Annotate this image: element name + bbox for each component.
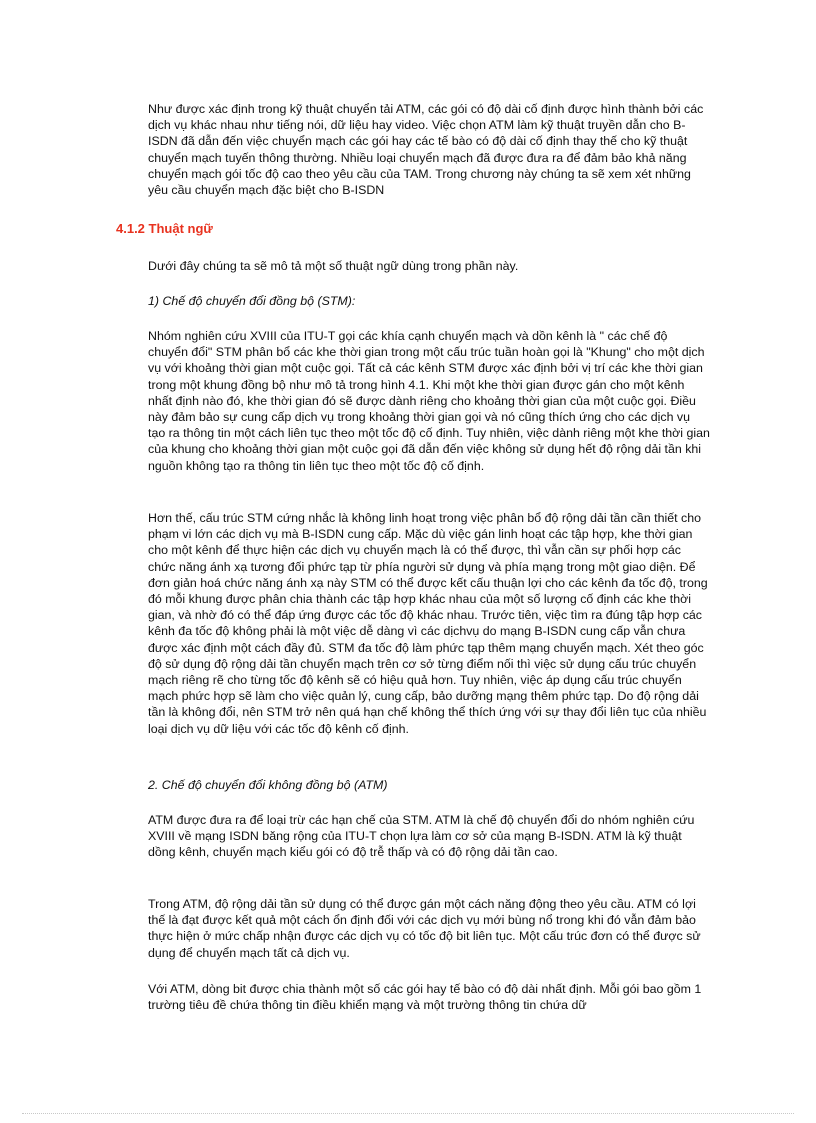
stm-paragraph-2: Hơn thế, cấu trúc STM cứng nhắc là không linh hoạt trong việc phân bổ độ rộng dải tần cần thiết cho phạm vi lớn các dịch vụ mà B-ISDN cung cấp. Mặc dù việc gán linh hoạt các tập hợp, khe thời gian cho một kênh để thực hiện các dịch vụ chuyển mạch là có thể được, thì vẫn cần sự phối hợp các chức năng ánh xạ tương đối phức tạp từ phía người sử dụng và phía mạng trong một giao diện. Để đơn giản hoá chức năng ánh xạ này STM có thể được kết cấu thuận lợi cho các kênh đa tốc độ, trong đó mỗi khung được phân chia thành các tập hợp khác nhau của một số lượng cố định các khe thời gian, và nhờ đó có thể đáp ứng được các tốc độ khác nhau. Trước tiên, việc tìm ra đúng tập hợp các kênh đa tốc độ không phải là một việc dễ dàng vì các dịchvụ do mạng B-ISDN cung cấp vẫn chưa được xác định một cách đầy đủ. STM đa tốc độ làm phức tạp thêm mạng chuyển mạch. Xét theo góc độ sử dụng độ rộng dải tần chuyển mạch trên cơ sở từng điểm nối thì việc sử dụng cấu trúc chuyển mạch riêng rẽ cho từng tốc độ kênh sẽ có hiệu quả hơn. Tuy nhiên, việc áp dụng cấu trúc chuyển mạch phức hợp sẽ làm cho việc quản lý, cung cấp, bảo dưỡng mạng thêm phức tạp. Do độ rộng dải tần là không đổi, nên STM trở nên quá hạn chế không thể thích ứng với sự thay đổi liên tục của nhiều loại dịch vụ dữ liệu với các tốc độ kênh cố định. — [148, 511, 708, 736]
atm-paragraph-3: Với ATM, dòng bit được chia thành một số các gói hay tế bào có độ dài nhất định. Mỗi gói bao gồm 1 trường tiêu đề chứa thông tin điều khiển mạng và một trường thông tin chứa dữ — [148, 982, 702, 1013]
atm-paragraph-1: ATM được đưa ra để loại trừ các hạn chế của STM. ATM là chế độ chuyển đổi do nhóm nghiên cứu XVIII về mạng ISDN băng rộng của ITU-T chọn lựa làm cơ sở của mạng B-ISDN. ATM là kỹ thuật dồng kênh, chuyển mạch kiểu gói có độ trễ thấp và có độ rộng dải tần cao. — [148, 813, 695, 860]
intro-paragraph: Như được xác định trong kỹ thuật chuyển tải ATM, các gói có độ dài cố định được hình thành bởi các dịch vụ khác nhau như tiếng nói, dữ liệu hay video. Việc chọn ATM làm kỹ thuật truyền dẫn cho B-ISDN đã dẫn đến việc chuyển mạch các gói hay các tế bào có độ dài cố định thay thế cho kỹ thuật chuyển mạch tuyến thông thường. Nhiều loại chuyển mạch đã được đưa ra để đảm bảo khả năng chuyển mạch gói tốc độ cao theo yêu cầu của TAM. Trong chương này chúng ta sẽ xem xét những yêu cầu chuyển mạch đặc biệt cho B-ISDN — [148, 102, 704, 198]
stm-paragraph-1: Nhóm nghiên cứu XVIII của ITU-T gọi các khía cạnh chuyển mạch và dồn kênh là " các chế độ chuyển đổi" STM phân bổ các khe thời gian trong một cấu trúc tuần hoàn gọi là "Khung" cho một dịch vụ với khoảng thời gian một cuộc gọi. Tất cả các kênh STM được xác định bởi vị trí các khe thời gian trong một khung đồng bộ như mô tả trong hình 4.1. Khi một khe thời gian được gán cho một kênh nhất định nào đó, khe thời gian đó sẽ được dành riêng cho khoảng thời gian của một cuộc gọi. Điều này đảm bảo sự cung cấp dịch vụ trong khoảng thời gian gọi và nó cũng thích ứng cho các dịch vụ tạo ra thông tin một cách liên tục theo một tốc độ cố định. Tuy nhiên, việc dành riêng một khe thời gian của khung cho khoảng thời gian một cuộc gọi đã dẫn đến việc không sử dụng hết độ rộng dải tần khi nguồn không tạo ra thông tin liên tục theo một tốc độ cố định. — [148, 329, 710, 473]
section-heading: 4.1.2 Thuật ngữ — [116, 221, 213, 236]
section-intro-paragraph: Dưới đây chúng ta sẽ mô tả một số thuật ngữ dùng trong phần này. — [148, 259, 519, 273]
atm-paragraph-2: Trong ATM, độ rộng dải tần sử dụng có thể được gán một cách năng động theo yêu cầu. ATM có lợi thế là đạt được kết quả một cách ổn định đối với các dịch vụ mới bùng nổ trong khi đó vẫn đảm bảo thực hiện ở mức chấp nhận được các dịch vụ có tốc độ bit liên tục. Một cấu trúc đơn có thể được sử dụng để chuyển mạch tất cả dịch vụ. — [148, 897, 701, 960]
stm-subheading: 1) Chế độ chuyển đổi đồng bộ (STM): — [148, 294, 356, 308]
page-bottom-border — [22, 1113, 794, 1114]
atm-subheading: 2. Chế độ chuyển đổi không đồng bộ (ATM) — [148, 778, 388, 792]
